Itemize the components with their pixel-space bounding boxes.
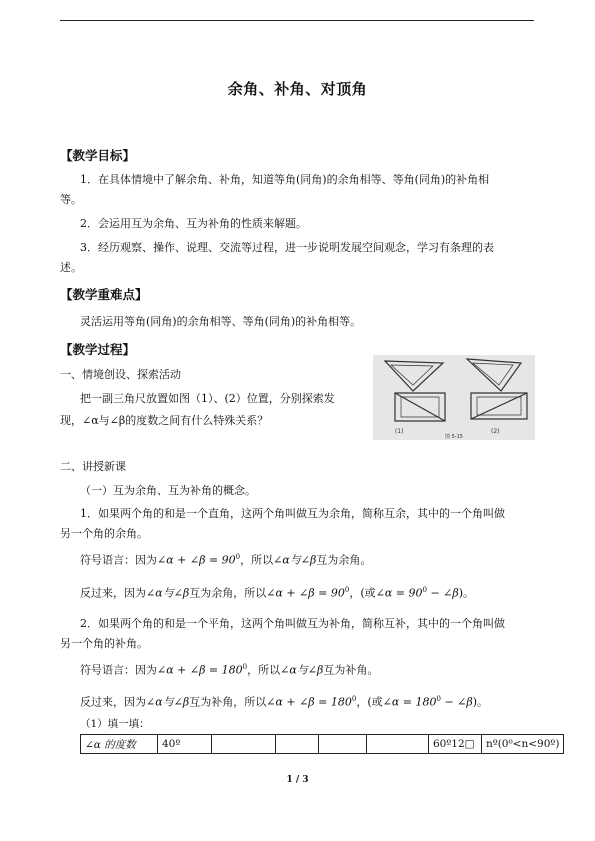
symbolic-statement-2 <box>80 657 378 681</box>
goal-1-line-2: 等。 <box>60 193 82 206</box>
part2-subheading-1: （一）互为余角、互为补角的概念。 <box>80 484 256 497</box>
header-rule <box>60 20 534 21</box>
definition-2-line-2: 另一个角的补角。 <box>60 637 148 650</box>
text-segment: ，所以 <box>240 553 274 567</box>
table-cell[interactable] <box>212 735 276 754</box>
equation: ∠α + ∠β = 180 <box>266 695 352 709</box>
degree-mark: 0 <box>235 553 241 561</box>
table-cell[interactable]: 40º <box>158 735 212 754</box>
part1-line-2: 现，∠α与∠β的度数之间有什么特殊关系？ <box>60 414 269 427</box>
table-row <box>81 735 564 754</box>
section-heading-key-points: 【教学重难点】 <box>60 287 148 302</box>
text-segment: 互为补角。 <box>323 663 379 677</box>
angle-relation: ∠α与∠β <box>146 586 190 600</box>
key-points-text: 灵活运用等角(同角)的余角相等、等角(同角)的补角相等。 <box>80 315 362 328</box>
equation: − ∠β <box>440 695 473 709</box>
goal-3-line-2: 述。 <box>60 261 82 274</box>
text-segment: ，(或 <box>349 586 376 600</box>
fill-in-heading: （1）填一填： <box>80 718 150 730</box>
page-number: 1 / 3 <box>286 775 309 785</box>
section-heading-goals: 【教学目标】 <box>60 148 136 163</box>
text-segment: ，所以 <box>247 663 281 677</box>
converse-statement-2 <box>80 689 488 713</box>
degree-mark: 0 <box>422 586 427 594</box>
figure-label-2: (2) <box>491 428 500 435</box>
symbolic-statement-1 <box>80 547 371 571</box>
degree-mark: 0 <box>351 695 357 703</box>
definition-2-line-1: 2．如果两个角的和是一个平角，这两个角叫做互为补角，简称互补，其中的一个角叫做 <box>80 617 505 630</box>
page-title: 余角、补角、对顶角 <box>227 80 368 98</box>
table-cell[interactable]: nº(0⁰<n<90º) <box>482 735 564 754</box>
text-segment: 符号语言：因为 <box>80 553 157 567</box>
angle-degree-table <box>80 734 564 754</box>
part2-heading: 二、讲授新课 <box>60 460 126 473</box>
figure-caption: 图 5-15 <box>445 434 463 440</box>
text-segment: ，(或 <box>356 695 383 709</box>
goal-2: 2．会运用互为余角、互为补角的性质来解题。 <box>80 217 307 230</box>
text-segment: 互为补角，所以 <box>189 695 267 709</box>
table-header-cell <box>81 735 158 754</box>
table-cell[interactable] <box>367 735 429 754</box>
figure-label-1: (1) <box>395 428 404 435</box>
text-segment: )。 <box>458 586 475 600</box>
triangle-rulers-figure <box>373 355 535 440</box>
table-cell[interactable] <box>276 735 319 754</box>
definition-1-line-2: 另一个角的余角。 <box>60 527 148 540</box>
degree-mark: 0 <box>242 663 248 671</box>
text-segment: 反过来，因为 <box>80 695 146 709</box>
text-segment: 符号语言：因为 <box>80 663 157 677</box>
angle-relation: ∠α与∠β <box>273 553 317 567</box>
goal-1-line-1: 1．在具体情境中了解余角、补角，知道等角(同角)的余角相等、等角(同角)的补角相 <box>80 173 490 186</box>
equation: ∠α = 90 <box>375 586 423 600</box>
equation: − ∠β <box>426 586 459 600</box>
goal-3-line-1: 3．经历观察、操作、说理、交流等过程，进一步说明发展空间观念，学习有条理的表 <box>80 241 494 254</box>
part1-heading: 一、情境创设、探索活动 <box>60 368 181 381</box>
equation: ∠α + ∠β = 180 <box>157 663 243 677</box>
equation: ∠α = 180 <box>382 695 437 709</box>
triangle-rulers-drawing <box>373 355 535 440</box>
table-header-text: ∠α 的度数 <box>85 738 136 751</box>
table-cell[interactable]: 60º12□ <box>429 735 482 754</box>
equation: ∠α + ∠β = 90 <box>157 553 236 567</box>
converse-statement-1 <box>80 580 474 604</box>
text-segment: )。 <box>472 695 489 709</box>
text-segment: 反过来，因为 <box>80 586 146 600</box>
text-segment: 互为余角，所以 <box>189 586 267 600</box>
text-segment: 互为余角。 <box>316 553 372 567</box>
table-cell[interactable] <box>319 735 367 754</box>
angle-relation: ∠α与∠β <box>146 695 190 709</box>
section-heading-process: 【教学过程】 <box>60 342 136 357</box>
part1-line-1: 把一副三角尺放置如图（1）、(2）位置，分别探索发 <box>80 392 335 405</box>
angle-relation: ∠α与∠β <box>280 663 324 677</box>
definition-1-line-1: 1．如果两个角的和是一个直角，这两个角叫做互为余角，简称互余，其中的一个角叫做 <box>80 507 505 520</box>
degree-mark: 0 <box>436 695 441 703</box>
degree-mark: 0 <box>344 586 350 594</box>
equation: ∠α + ∠β = 90 <box>266 586 345 600</box>
